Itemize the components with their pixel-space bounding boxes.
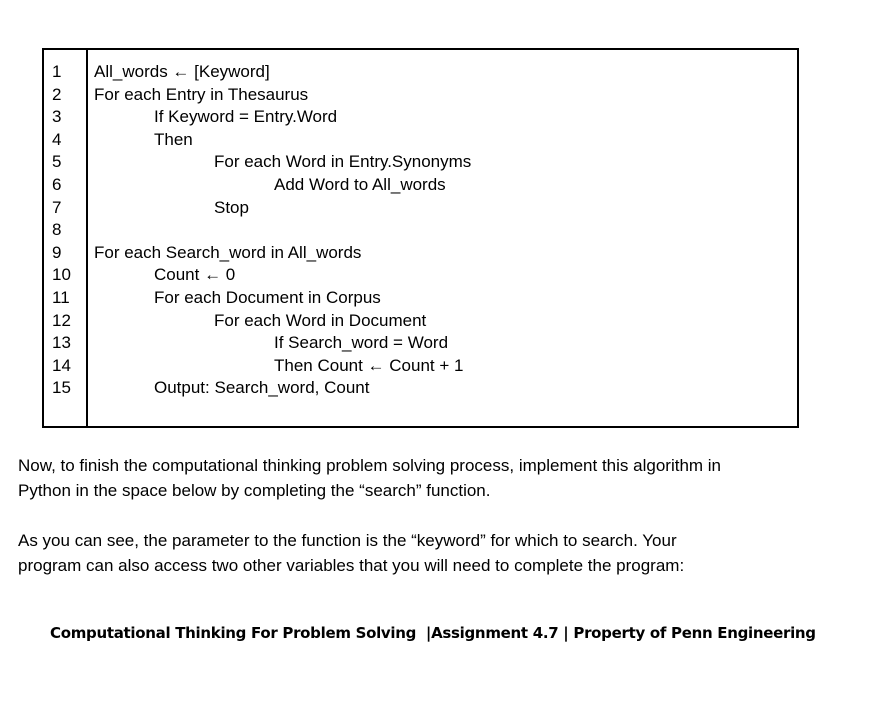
- line-number: 8: [52, 220, 62, 240]
- code-line: Stop: [214, 197, 249, 217]
- line-number: 1: [52, 62, 62, 81]
- paragraph-line: As you can see, the parameter to the function is the “keyword” for which to search. Your: [18, 531, 677, 550]
- code-line: For each Entry in Thesaurus: [94, 84, 309, 104]
- line-number-divider: [86, 50, 88, 426]
- code-line: For each Word in Entry.Synonyms: [214, 152, 472, 172]
- code-line: If Search_word = Word: [274, 333, 449, 353]
- page-footer: Computational Thinking For Problem Solving |Assignment 4.7 | Property of Penn Engineering: [50, 624, 816, 642]
- line-number: 12: [52, 310, 71, 330]
- code-line: Add Word to All_words: [274, 174, 446, 194]
- code-line: Then: [154, 129, 193, 149]
- line-number: 14: [52, 355, 71, 375]
- paragraph-line: Now, to finish the computational thinking problem solving process, implement this algorithm in: [18, 456, 722, 475]
- line-number-column: [52, 61, 71, 400]
- instruction-paragraph: [18, 454, 858, 503]
- code-line: For each Document in Corpus: [154, 287, 381, 307]
- parameter-paragraph: [18, 529, 858, 578]
- paragraph-line: Python in the space below by completing the “search” function.: [18, 480, 491, 500]
- code-line: [94, 219, 471, 242]
- code-line: Then Count ← Count + 1: [274, 355, 464, 375]
- paragraph-line: program can also access two other variables that you will need to complete the program:: [18, 555, 685, 575]
- code-line: For each Search_word in All_words: [94, 242, 362, 262]
- line-number: 7: [52, 197, 62, 217]
- line-number: 4: [52, 129, 62, 149]
- line-number: 11: [52, 287, 70, 307]
- line-number: 3: [52, 107, 62, 127]
- line-number: 5: [52, 152, 62, 172]
- line-number: 15: [52, 378, 71, 398]
- code-line: Output: Search_word, Count: [154, 378, 370, 398]
- code-line: For each Word in Document: [214, 310, 427, 330]
- line-number: 6: [52, 174, 62, 194]
- algorithm-box: [42, 48, 799, 428]
- code-line: If Keyword = Entry.Word: [154, 107, 338, 127]
- line-number: 9: [52, 242, 62, 262]
- pseudocode-column: [94, 61, 471, 400]
- code-line: Count ← 0: [154, 265, 236, 285]
- line-number: 2: [52, 84, 62, 104]
- line-number: 13: [52, 333, 71, 353]
- code-line: All_words ← [Keyword]: [94, 62, 270, 81]
- line-number: 10: [52, 265, 71, 285]
